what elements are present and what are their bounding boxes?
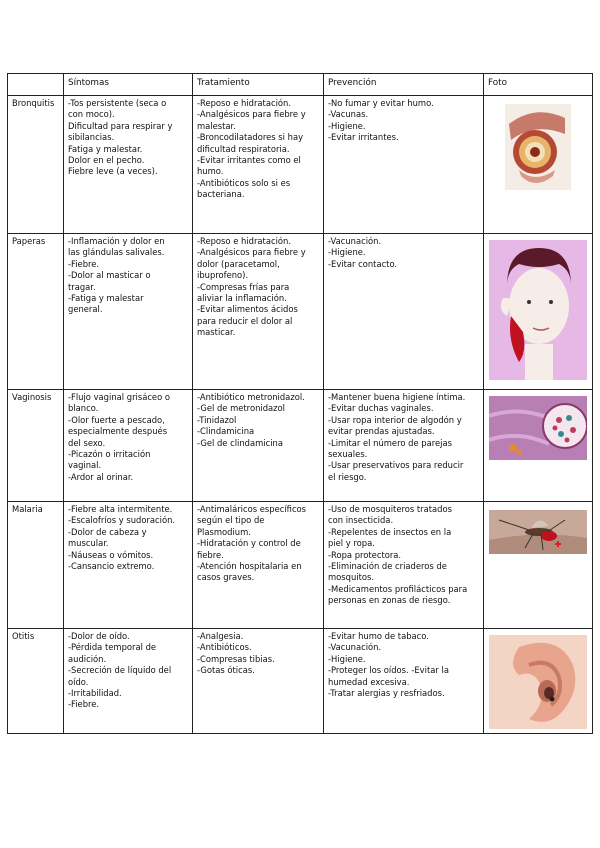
bronchus-illustration-icon <box>505 104 571 190</box>
text-line: -Evitar contacto. <box>328 258 398 269</box>
text-line: blanco. <box>68 403 99 414</box>
text-line: -Gel de metronidazol <box>197 403 285 414</box>
text-line: -Fiebre. <box>68 258 100 269</box>
text-line: -Fiebre alta intermitente. <box>68 504 173 514</box>
text-line: -Cansancio extremo. <box>68 561 155 572</box>
text-line: dolor (paracetamol, <box>197 258 280 269</box>
text-line: -Atención hospitalaria en <box>197 561 302 572</box>
mosquito-photo-icon <box>489 510 587 554</box>
text-line: -Inflamación y dolor en <box>68 236 165 246</box>
text-line: -Compresas tibias. <box>197 653 275 664</box>
text-line: -Vacunación. <box>328 642 382 653</box>
text-line: -Ardor al orinar. <box>68 471 134 482</box>
foto-cell <box>484 390 593 502</box>
disease-table <box>7 73 593 734</box>
text-line: -Broncodilatadores si hay <box>197 132 304 143</box>
text-line: -Mantener buena higiene íntima. <box>328 392 466 402</box>
table-row <box>8 96 593 234</box>
text-line: mosquitos. <box>328 572 375 583</box>
text-line: -Reposo e hidratación. <box>197 236 291 246</box>
text-line: -Flujo vaginal grisáceo o <box>68 392 170 402</box>
disease-name: Bronquitis <box>8 96 64 234</box>
text-line: -Fiebre. <box>68 699 100 710</box>
header-sintomas: Síntomas <box>64 74 193 96</box>
text-line: Dolor en el pecho. <box>68 155 145 166</box>
text-line: ibuprofeno). <box>197 270 249 281</box>
text-line: -Vacunación. <box>328 236 382 246</box>
text-line: piel y ropa. <box>328 538 375 549</box>
text-line: -Dolor de cabeza y <box>68 526 147 537</box>
mumps-face-illustration-icon <box>489 240 587 380</box>
text-line: -No fumar y evitar humo. <box>328 98 434 108</box>
text-line: -Higiene. <box>328 247 366 258</box>
text-line: sibilancias. <box>68 132 115 143</box>
text-line: -Picazón o irritación <box>68 449 151 460</box>
text-line: -Higiene. <box>328 120 366 131</box>
sintomas-cell <box>64 234 193 390</box>
text-line: evitar prendas ajustadas. <box>328 426 435 437</box>
text-line: bacteriana. <box>197 189 245 200</box>
header-disease <box>8 74 64 96</box>
text-line: -Pérdida temporal de <box>68 642 157 653</box>
text-line: -Náuseas o vómitos. <box>68 549 154 560</box>
text-line: masticar. <box>197 327 236 338</box>
foto-cell <box>484 234 593 390</box>
text-line: aliviar la inflamación. <box>197 293 287 304</box>
text-line: -Antimaláricos específicos <box>197 504 307 514</box>
text-line: -Eliminación de criaderos de <box>328 561 447 572</box>
text-line: -Usar ropa interior de algodón y <box>328 414 462 425</box>
text-line: el riesgo. <box>328 471 367 482</box>
foto-cell <box>484 502 593 629</box>
text-line: dificultad respiratoria. <box>197 143 290 154</box>
prevencion-cell <box>324 502 484 629</box>
tratamiento-cell <box>193 502 324 629</box>
text-line: oído. <box>68 676 89 687</box>
text-line: sexuales. <box>328 449 368 460</box>
text-line: -Limitar el número de parejas <box>328 437 452 448</box>
text-line: -Hidratación y control de <box>197 538 301 549</box>
prevencion-cell <box>324 96 484 234</box>
header-tratamiento: Tratamiento <box>193 74 324 96</box>
header-prevencion: Prevención <box>324 74 484 96</box>
tratamiento-cell <box>193 234 324 390</box>
text-line: -Fatiga y malestar <box>68 293 144 304</box>
disease-name: Otitis <box>8 629 64 734</box>
text-line: del sexo. <box>68 437 106 448</box>
text-line: -Secreción de líquido del <box>68 665 172 676</box>
text-line: -Medicamentos profilácticos para <box>328 583 468 594</box>
text-line: -Uso de mosquiteros tratados <box>328 504 452 514</box>
table-row <box>8 629 593 734</box>
sintomas-cell <box>64 502 193 629</box>
text-line: -Usar preservativos para reducir <box>328 460 464 471</box>
text-line: audición. <box>68 653 107 664</box>
text-line: -Clindamicina <box>197 426 255 437</box>
ear-illustration-icon <box>489 635 587 729</box>
text-line: -Irritabilidad. <box>68 688 122 699</box>
text-line: Plasmodium. <box>197 526 251 537</box>
text-line: según el tipo de <box>197 515 265 526</box>
text-line: -Dolor al masticar o <box>68 270 151 281</box>
text-line: -Dolor de oído. <box>68 631 130 641</box>
disease-name: Malaria <box>8 502 64 629</box>
text-line: humo. <box>197 166 224 177</box>
text-line: -Ropa protectora. <box>328 549 402 560</box>
text-line: -Analgésicos para fiebre y <box>197 109 306 120</box>
text-line: -Evitar alimentos ácidos <box>197 304 298 315</box>
text-line: humedad excesiva. <box>328 676 410 687</box>
text-line: malestar. <box>197 120 236 131</box>
text-line: -Vacunas. <box>328 109 369 120</box>
sintomas-cell <box>64 390 193 502</box>
text-line: -Tos persistente (seca o <box>68 98 167 108</box>
text-line: -Reposo e hidratación. <box>197 98 291 108</box>
text-line: muscular. <box>68 538 109 549</box>
text-line: -Gel de clindamicina <box>197 437 283 448</box>
text-line: fiebre. <box>197 549 224 560</box>
sintomas-cell <box>64 629 193 734</box>
text-line: -Antibiótico metronidazol. <box>197 392 305 402</box>
table-row <box>8 234 593 390</box>
text-line: -Compresas frías para <box>197 281 290 292</box>
text-line: personas en zonas de riesgo. <box>328 595 451 606</box>
tratamiento-cell <box>193 390 324 502</box>
text-line: -Antibióticos. <box>197 642 252 653</box>
text-line: -Higiene. <box>328 653 366 664</box>
text-line: -Evitar duchas vaginales. <box>328 403 434 414</box>
text-line: -Evitar irritantes como el <box>197 155 301 166</box>
text-line: -Olor fuerte a pescado, <box>68 414 165 425</box>
text-line: Dificultad para respirar y <box>68 120 173 131</box>
text-line: -Evitar irritantes. <box>328 132 399 143</box>
text-line: -Tratar alergias y resfriados. <box>328 688 445 699</box>
bacteria-illustration-icon <box>489 396 587 460</box>
text-line: especialmente después <box>68 426 168 437</box>
tratamiento-cell <box>193 96 324 234</box>
text-line: -Tinidazol <box>197 414 237 425</box>
prevencion-cell <box>324 629 484 734</box>
text-line: para reducir el dolor al <box>197 315 293 326</box>
prevencion-cell <box>324 234 484 390</box>
foto-cell <box>484 629 593 734</box>
header-foto: Foto <box>484 74 593 96</box>
foto-cell <box>484 96 593 234</box>
header-row <box>8 74 593 96</box>
text-line: -Analgésicos para fiebre y <box>197 247 306 258</box>
prevencion-cell <box>324 390 484 502</box>
text-line: Fiebre leve (a veces). <box>68 166 158 177</box>
text-line: -Repelentes de insectos en la <box>328 526 452 537</box>
text-line: general. <box>68 304 103 315</box>
text-line: Fatiga y malestar. <box>68 143 143 154</box>
text-line: -Evitar humo de tabaco. <box>328 631 429 641</box>
text-line: casos graves. <box>197 572 255 583</box>
text-line: tragar. <box>68 281 96 292</box>
table-row <box>8 502 593 629</box>
text-line: -Analgesia. <box>197 631 244 641</box>
text-line: -Escalofríos y sudoración. <box>68 515 176 526</box>
table-row <box>8 390 593 502</box>
disease-name: Vaginosis <box>8 390 64 502</box>
text-line: -Antibióticos solo si es <box>197 177 291 188</box>
text-line: vaginal. <box>68 460 102 471</box>
text-line: -Proteger los oídos. -Evitar la <box>328 665 449 676</box>
tratamiento-cell <box>193 629 324 734</box>
text-line: con moco). <box>68 109 115 120</box>
disease-name: Paperas <box>8 234 64 390</box>
text-line: las glándulas salivales. <box>68 247 165 258</box>
text-line: -Gotas óticas. <box>197 665 255 676</box>
sintomas-cell <box>64 96 193 234</box>
text-line: con insecticida. <box>328 515 394 526</box>
